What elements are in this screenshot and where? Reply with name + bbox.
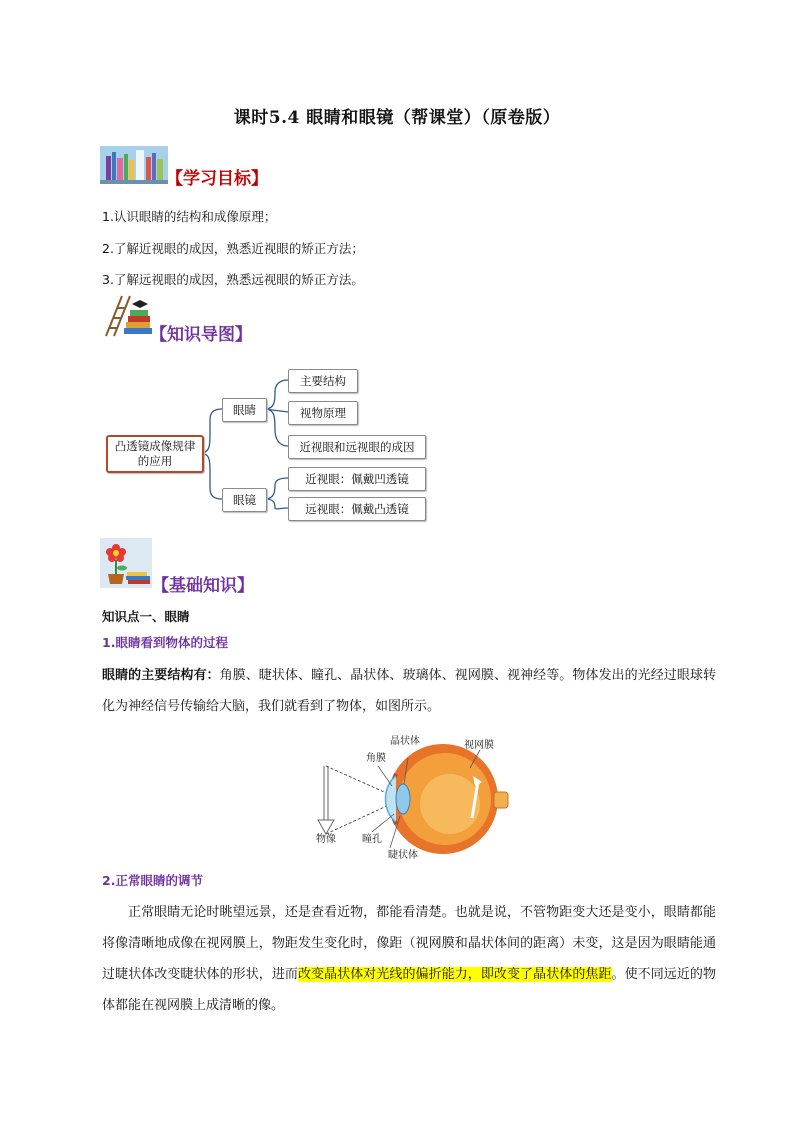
paragraph-text: 。使不同远近的物体都能在视网膜上成清晰的像。	[102, 967, 716, 1013]
mindmap-branch-eye: 眼睛	[222, 398, 267, 422]
figure-label-ciliary: 睫状体	[388, 850, 418, 861]
mindmap-leaf: 视物原理	[288, 401, 358, 425]
objective-item: 2.了解近视眼的成因，熟悉近视眼的矫正方法；	[102, 241, 364, 256]
paragraph-eye-structure	[102, 660, 716, 722]
page-title: 课时5.4 眼睛和眼镜（帮课堂）（原卷版）	[233, 108, 561, 128]
knowledge-point-heading: 知识点一、眼睛	[102, 609, 190, 624]
objectives-section-label: 【学习目标】	[166, 169, 268, 189]
mindmap-leaf: 近视眼和远视眼的成因	[288, 435, 426, 459]
figure-label-cornea: 角膜	[366, 753, 386, 764]
sub-heading-eye-adjustment: 2.正常眼睛的调节	[102, 873, 203, 888]
mindmap-root-node	[106, 435, 204, 473]
flower-pot-icon	[100, 538, 152, 588]
sub-heading-eye-process: 1.眼睛看到物体的过程	[102, 635, 228, 650]
paragraph-bold-lead: 眼睛的主要结构有：	[102, 668, 220, 683]
mindmap-branch-glasses: 眼镜	[222, 488, 267, 512]
basics-section-label: 【基础知识】	[152, 576, 254, 596]
objective-item: 3.了解远视眼的成因，熟悉远视眼的矫正方法。	[102, 272, 364, 287]
figure-label-pupil: 瞳孔	[362, 834, 382, 845]
paragraph-text: 角膜、睫状体、瞳孔、晶状体、玻璃体、视网膜、视神经等。物体发出的光经过眼球转化为神经信号传输给大脑，我们就看到了物体，如图所示。	[102, 668, 716, 714]
paragraph-text: 正常眼睛无论时眺望远景，还是查看近物，都能看清楚。也就是说，不管物距变大还是变小，眼睛都能将像清晰地成像在视网膜上，物距发生变化时，像距（视网膜和晶状体间的距离）未变，这是因为眼睛能通过睫状体改变睫状体的形状，进而	[102, 905, 716, 982]
mindmap-leaf: 近视眼：佩戴凹透镜	[288, 467, 426, 491]
mindmap-leaf: 主要结构	[288, 369, 358, 393]
figure-label-image: 物像	[316, 834, 336, 845]
mindmap-leaf: 远视眼：佩戴凸透镜	[288, 497, 426, 521]
highlighted-text: 改变晶状体对光线的偏折能力，即改变了晶状体的焦距	[297, 967, 612, 982]
mindmap-root-line2: 的应用	[137, 454, 173, 468]
mindmap-section-label: 【知识导图】	[150, 325, 252, 345]
figure-label-lens: 晶状体	[390, 736, 420, 747]
figure-label-retina: 视网膜	[464, 740, 494, 751]
objective-item: 1.认识眼睛的结构和成像原理；	[102, 209, 277, 224]
paragraph-eye-adjustment	[102, 897, 716, 1021]
eye-structure-figure	[300, 724, 530, 864]
mindmap-root-line1: 凸透镜成像规律	[114, 439, 196, 453]
